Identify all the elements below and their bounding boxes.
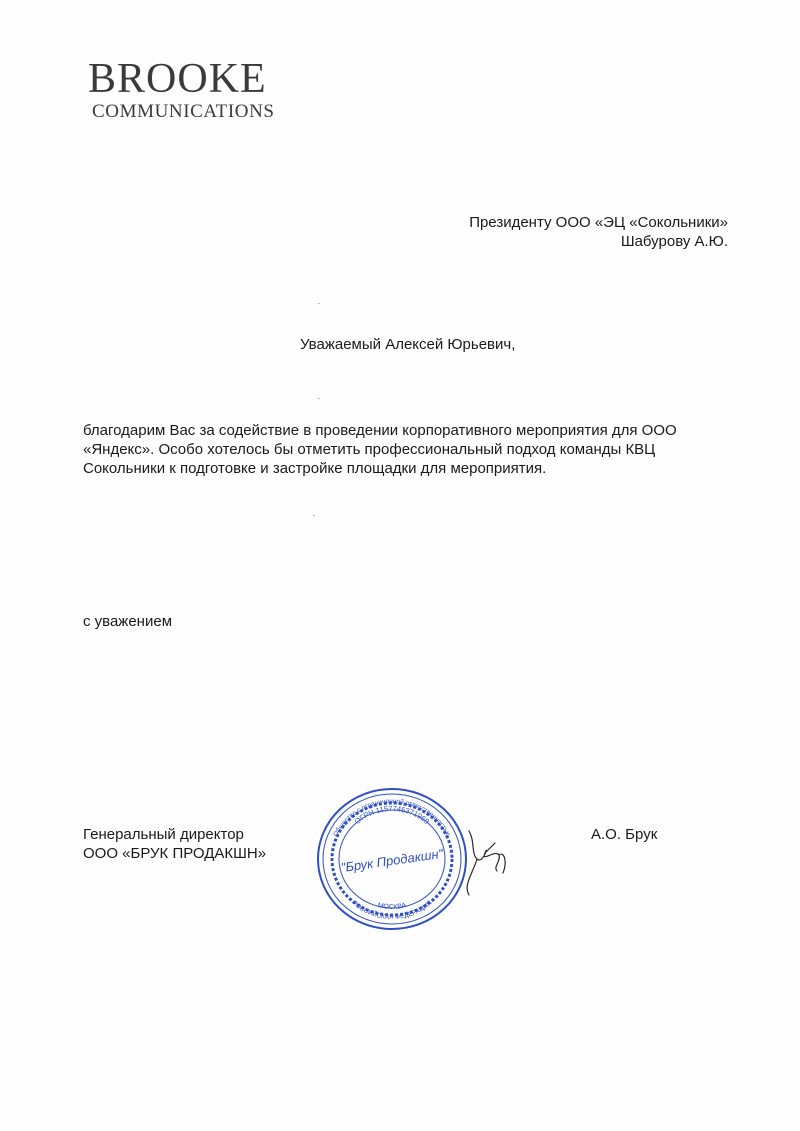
stamp-city: МОСКВА: [376, 902, 408, 912]
logo-main-text: BROOKE: [88, 56, 267, 102]
stamp-ogrn: ОГРН 1157746371969: [352, 803, 432, 827]
addressee-line-2: Шабурову А.Ю.: [620, 233, 728, 250]
handwritten-signature: [455, 823, 515, 903]
stamp-center-text: "Брук Продакшн": [339, 845, 445, 876]
logo-sub-text: COMMUNICATIONS: [92, 101, 275, 122]
body-line-1: благодарим Вас за содействие в проведении корпоративного мероприятия для ООО: [83, 422, 677, 439]
stamp-outer-text: Общество с ограниченной ответственностью: [332, 797, 452, 838]
salutation: Уважаемый Алексей Юрьевич,: [300, 336, 516, 353]
letter-body: [83, 421, 703, 478]
body-line-3: Сокольники к подготовке и застройке площадки для мероприятия.: [83, 460, 547, 477]
signatory-name: А.О. Брук: [591, 826, 658, 843]
body-line-2: «Яндекс». Особо хотелось бы отметить профессиональный подход команды КВЦ: [83, 441, 656, 458]
signatory-block: [83, 825, 266, 863]
stamp-graphic: [314, 785, 470, 933]
stamp-country: РОССИЙСКАЯ ФЕДЕРАЦИЯ: [350, 899, 434, 922]
signature-graphic: [455, 823, 515, 903]
company-stamp: [314, 785, 470, 933]
addressee-line-1: Президенту ООО «ЭЦ «Сокольники»: [469, 214, 728, 231]
signatory-title: Генеральный директор: [83, 826, 244, 843]
signatory-company: ООО «БРУК ПРОДАКШН»: [83, 845, 267, 862]
closing: с уважением: [83, 613, 173, 630]
addressee-block: [328, 213, 728, 251]
company-logo: [88, 56, 275, 122]
